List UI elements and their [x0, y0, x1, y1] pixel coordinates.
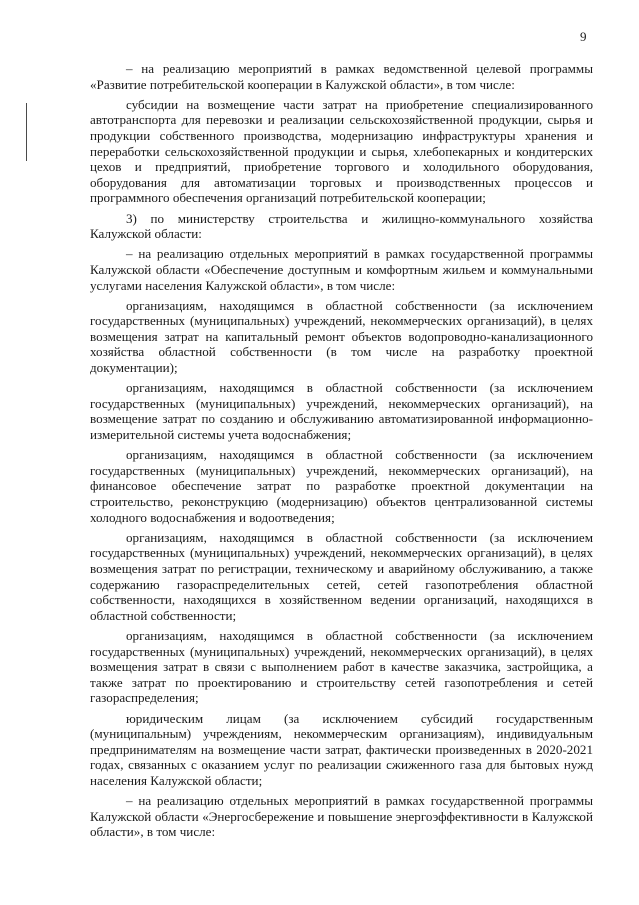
page-number: 9 — [580, 29, 587, 44]
paragraph-3: 3) по министерству строительства и жилищно-коммунального хозяйства Калужской области: — [90, 210, 593, 242]
paragraph-10: юридическим лицам (за исключением субсидий государственным (муниципальным) учреждениям, некоммерческим организациям), индивидуальным предпринимателям на возмещение части затрат, фактически произведенных в 2020-2021 годах, связанных с оказанием услуг по реализации сжиженного газа для бытовых нужд населения Калужской области; — [90, 710, 593, 788]
document-body — [90, 61, 593, 842]
paragraph-1: – на реализацию мероприятий в рамках ведомственной целевой программы «Развитие потребительской кооперации в Калужской области», в том числе: — [90, 61, 593, 92]
paragraph-2: субсидии на возмещение части затрат на приобретение специализированного автотранспорта для перевозки и реализации сельскохозяйственной продукции, сырья и продукции собственного производства, модернизацию инфраструктуры хранения и переработки сельскохозяйственной продукции и сырья, хлебопекарных и кондитерских цехов и предприятий, приобретение торгового и холодильного оборудования, оборудования для автоматизации торговых и производственных процессов и программного обеспечения организаций потребительской кооперации; — [90, 96, 593, 206]
paragraph-11: – на реализацию отдельных мероприятий в рамках государственной программы Калужской области «Энергосбережение и повышение энергоэффективности в Калужской области», в том числе: — [90, 793, 593, 840]
margin-line — [26, 103, 27, 161]
paragraph-9: организациям, находящимся в областной собственности (за исключением государственных (муниципальных) учреждений, некоммерческих организаций), в целях возмещения затрат в связи с выполнением работ в качестве заказчика, застройщика, а также затрат по проектированию и строительству сетей газопотребления и сетей газораспределения; — [90, 627, 593, 706]
paragraph-5: организациям, находящимся в областной собственности (за исключением государственных (муниципальных) учреждений, некоммерческих организаций), в целях возмещения затрат на капитальный ремонт объектов водопроводно-канализационного хозяйства областной собственности (в том числе на разработку проектной документации); — [90, 297, 593, 376]
paragraph-7: организациям, находящимся в областной собственности (за исключением государственных (муниципальных) учреждений, некоммерческих организаций), на финансовое обеспечение затрат по разработке проектной документации на строительство, реконструкцию (модернизацию) объектов централизованной системы холодного водоснабжения и водоотведения; — [90, 447, 593, 525]
paragraph-8: организациям, находящимся в областной собственности (за исключением государственных (муниципальных) учреждений, некоммерческих организаций), в целях возмещения затрат по регистрации, техническому и аварийному обслуживанию, а также содержанию газораспределительных сетей, сетей газопотребления областной собственности, находящихся в хозяйственном ведении организаций, находящихся в областной собственности; — [90, 529, 593, 623]
paragraph-4: – на реализацию отдельных мероприятий в рамках государственной программы Калужской области «Обеспечение доступным и комфортным жильем и коммунальными услугами населения Калужской области», в том числе: — [90, 246, 593, 293]
paragraph-6: организациям, находящимся в областной собственности (за исключением государственных (муниципальных) учреждений, некоммерческих организаций), на возмещение затрат по созданию и обслуживанию автоматизированной информационно-измерительной системы учета водоснабжения; — [90, 380, 593, 443]
